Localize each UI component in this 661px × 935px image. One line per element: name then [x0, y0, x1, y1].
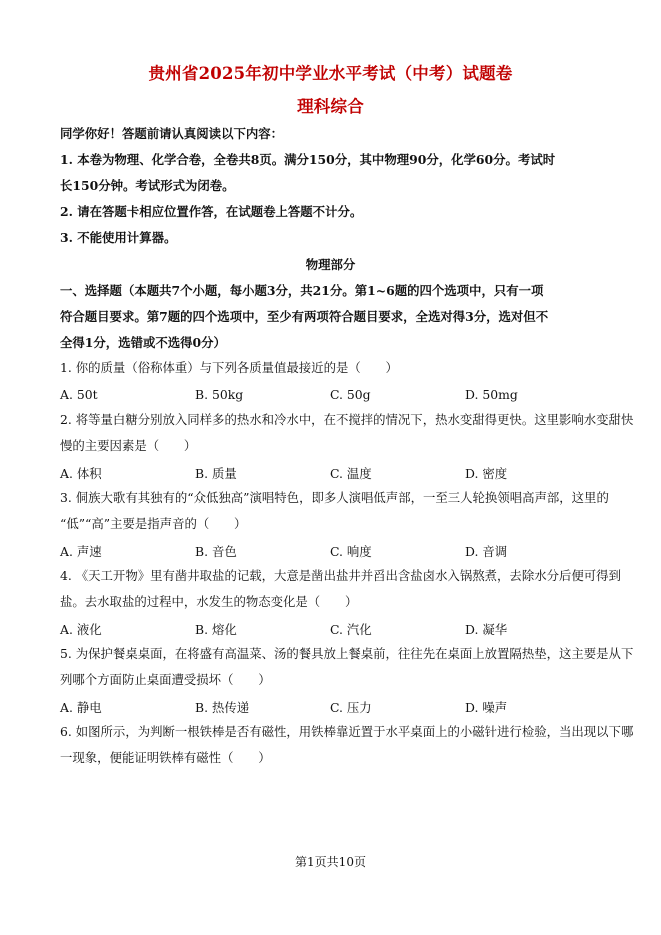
- question-6-line-1: 6. 如图所示，为判断一根铁棒是否有磁性，用铁棒靠近置于水平桌面上的小磁针进行检验，当出现以下哪: [60, 724, 634, 739]
- exam-subtitle: 理科综合: [297, 97, 364, 116]
- question-3-option-c: C. 响度: [330, 544, 372, 559]
- question-2-option-b: B. 质量: [195, 466, 237, 481]
- question-3-line-1: 3. 侗族大歌有其独有的“众低独高”演唱特色，即多人演唱低声部，一至三人轮换领唱高声部，这里的: [60, 490, 609, 505]
- exam-title: 贵州省2025年初中学业水平考试（中考）试题卷: [148, 64, 513, 83]
- question-2-option-c: C. 温度: [330, 466, 372, 481]
- question-2-line-2: 慢的主要因素是（ ）: [60, 438, 197, 453]
- question-5-line-2: 列哪个方面防止桌面遭受损坏（ ）: [60, 672, 271, 687]
- question-6-line-2: 一现象，便能证明铁棒有磁性（ ）: [60, 750, 271, 765]
- part1-heading-line-2: 符合题目要求。第7题的四个选项中，至少有两项符合题目要求，全选对得3分，选对但不: [60, 309, 549, 324]
- question-4-option-b: B. 熔化: [195, 622, 237, 637]
- question-4-line-1: 4. 《天工开物》里有凿井取盐的记载，大意是凿出盐井并舀出含盐卤水入锅熬煮，去除水分后便可得到: [60, 568, 621, 583]
- question-2-option-a: A. 体积: [60, 466, 102, 481]
- instruction-3: 3. 不能使用计算器。: [60, 230, 177, 245]
- section-title: 物理部分: [305, 257, 356, 272]
- instruction-1-line-1: 1. 本卷为物理、化学合卷，全卷共8页。满分150分，其中物理90分，化学60分。考试时: [60, 152, 556, 167]
- question-3-option-b: B. 音色: [195, 544, 237, 559]
- question-4-line-2: 盐。去水取盐的过程中，水发生的物态变化是（ ）: [60, 594, 358, 609]
- part1-heading-line-3: 全得1分，选错或不选得0分）: [60, 335, 226, 350]
- question-1-line-1: 1. 你的质量（俗称体重）与下列各质量值最接近的是（ ）: [60, 360, 398, 375]
- question-3-option-a: A. 声速: [60, 544, 102, 559]
- instruction-2: 2. 请在答题卡相应位置作答，在试题卷上答题不计分。: [60, 204, 363, 219]
- part1-heading-line-1: 一、选择题（本题共7个小题，每小题3分，共21分。第1~6题的四个选项中，只有一项: [60, 283, 544, 298]
- question-3-option-d: D. 音调: [465, 544, 508, 559]
- question-4-option-d: D. 凝华: [465, 622, 508, 637]
- question-1-option-d: D. 50mg: [465, 387, 518, 402]
- question-3-line-2: “低”“高”主要是指声音的（ ）: [60, 516, 247, 531]
- question-2-option-d: D. 密度: [465, 466, 508, 481]
- page-number: 第1页共10页: [295, 855, 366, 869]
- instruction-1-line-2: 长150分钟。考试形式为闭卷。: [60, 178, 235, 193]
- question-4-option-a: A. 液化: [60, 622, 102, 637]
- question-5-option-a: A. 静电: [60, 700, 102, 715]
- question-5-line-1: 5. 为保护餐桌桌面，在将盛有高温菜、汤的餐具放上餐桌前，往往先在桌面上放置隔热垫，这主要是从下: [60, 646, 634, 661]
- question-5-option-c: C. 压力: [330, 700, 372, 715]
- question-5-option-b: B. 热传递: [195, 700, 250, 715]
- question-4-option-c: C. 汽化: [330, 622, 372, 637]
- question-1-option-b: B. 50kg: [195, 387, 244, 402]
- question-2-line-1: 2. 将等量白糖分别放入同样多的热水和冷水中，在不搅拌的情况下，热水变甜得更快。这里影响水变甜快: [60, 412, 634, 427]
- question-1-option-a: A. 50t: [60, 387, 98, 402]
- question-5-option-d: D. 噪声: [465, 700, 508, 715]
- question-1-option-c: C. 50g: [330, 387, 371, 402]
- instructions-greeting: 同学你好！答题前请认真阅读以下内容：: [60, 126, 284, 141]
